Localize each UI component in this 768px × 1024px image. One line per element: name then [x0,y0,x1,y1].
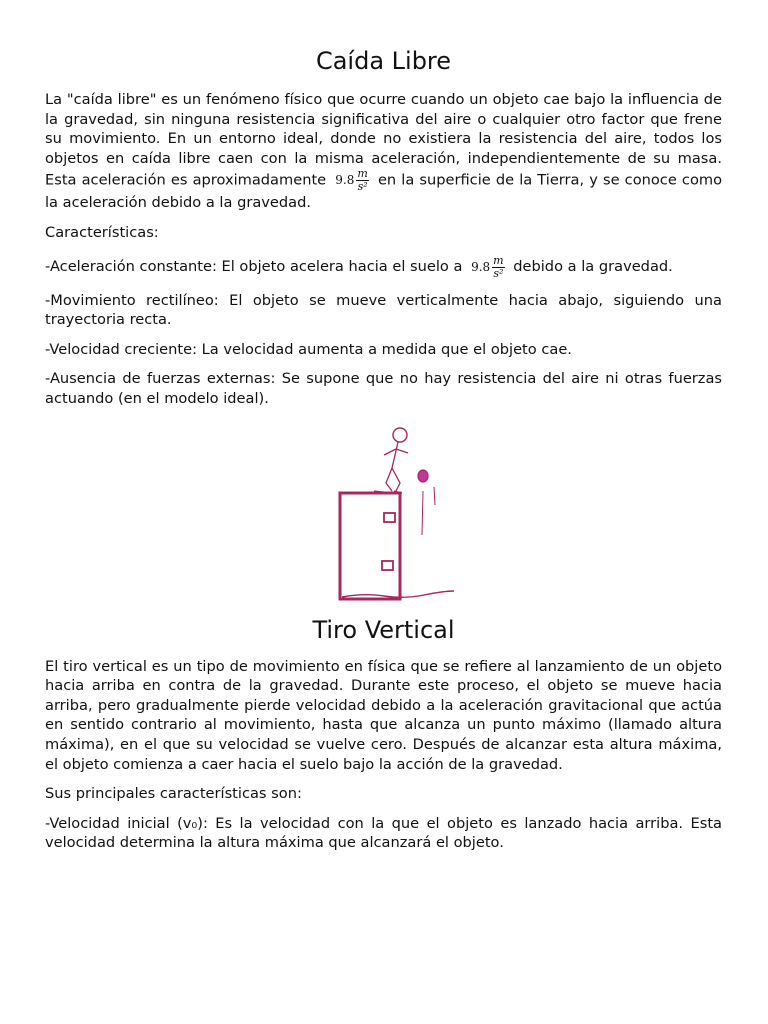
section-title-tiro-vertical: Tiro Vertical [312,615,455,644]
person-head [393,428,407,442]
motion-line [422,491,423,535]
free-fall-illustration [314,423,454,603]
characteristics-heading-2: Sus principales características son: [45,785,302,803]
paragraph-intro-tiro-vertical: El tiro vertical es un tipo de movimiento en física que se refiere al lanzamiento de un objeto hacia arriba en contra de la gravedad. Durante este proceso, el objeto se mueve hacia arriba, pero gradualmente pierde velocidad debido a la aceleración gravitacional que actúa en sentido contrario al movimiento, hasta que alcanza un punto máximo (llamado altura máxima), en el que su velocidad se vuelve cero. Después de alcanzar esta altura máxima, el objeto comienza a caer hacia el suelo bajo la acción de la gravedad. [45,657,722,773]
paragraph-intro-caida-libre [45,90,722,213]
unit-numerator: m [357,167,368,181]
intro-text-part2: en la superficie de la Tierra, y se conoce como la aceleración debido a la gravedad. [45,171,723,212]
list-item-aceleracion-constante [45,253,722,281]
section-title-caida-libre: Caída Libre [315,47,452,75]
item1-text-part1: -Aceleración constante: El objeto acelera hacia el suelo a [45,257,463,275]
list-item-velocidad-creciente: -Velocidad creciente: La velocidad aumenta a medida que el objeto cae. [45,340,572,358]
motion-line [434,487,435,505]
characteristics-heading: Características: [45,223,159,241]
building-window [384,513,395,522]
list-item-ausencia-fuerzas: -Ausencia de fuerzas externas: Se supone que no hay resistencia del aire ni otras fuerzas actuando (en el modelo ideal). [45,370,722,407]
acceleration-formula: 9.8 $\frac{m}{\text{s²}}$ [335,167,368,194]
building [340,493,400,599]
intro-text-part1: La "caída libre" es un fenómeno físico que ocurre cuando un objeto cae bajo la influencia de la gravedad, sin ninguna resistencia significativa del aire o cualquier otro factor que frene su movimiento. En un entorno ideal, donde no existiera la resistencia del aire, todos los objetos en caída libre caen con la misma aceleración, independientemente de su masa. Esta aceleración es aproximadamente [45,91,722,189]
acceleration-formula-2: 9.8 $\frac{m}{\text{s²}}$ [471,253,504,280]
list-item-movimiento-rectilineo: -Movimiento rectilíneo: El objeto se mueve verticalmente hacia abajo, siguiendo una trayectoria recta. [45,291,722,329]
document-page [45,44,722,863]
ground-line [342,591,454,597]
person-body [384,442,408,491]
building-window [382,561,393,570]
list-item-velocidad-inicial: -Velocidad inicial (v₀): Es la velocidad con la que el objeto es lanzado hacia arriba. Esta velocidad determina la altura máxima que alcanzará el objeto. [45,814,722,852]
unit-denominator: s² [357,180,368,194]
falling-ball [418,470,428,482]
item1-text-part2: debido a la gravedad. [513,257,673,275]
